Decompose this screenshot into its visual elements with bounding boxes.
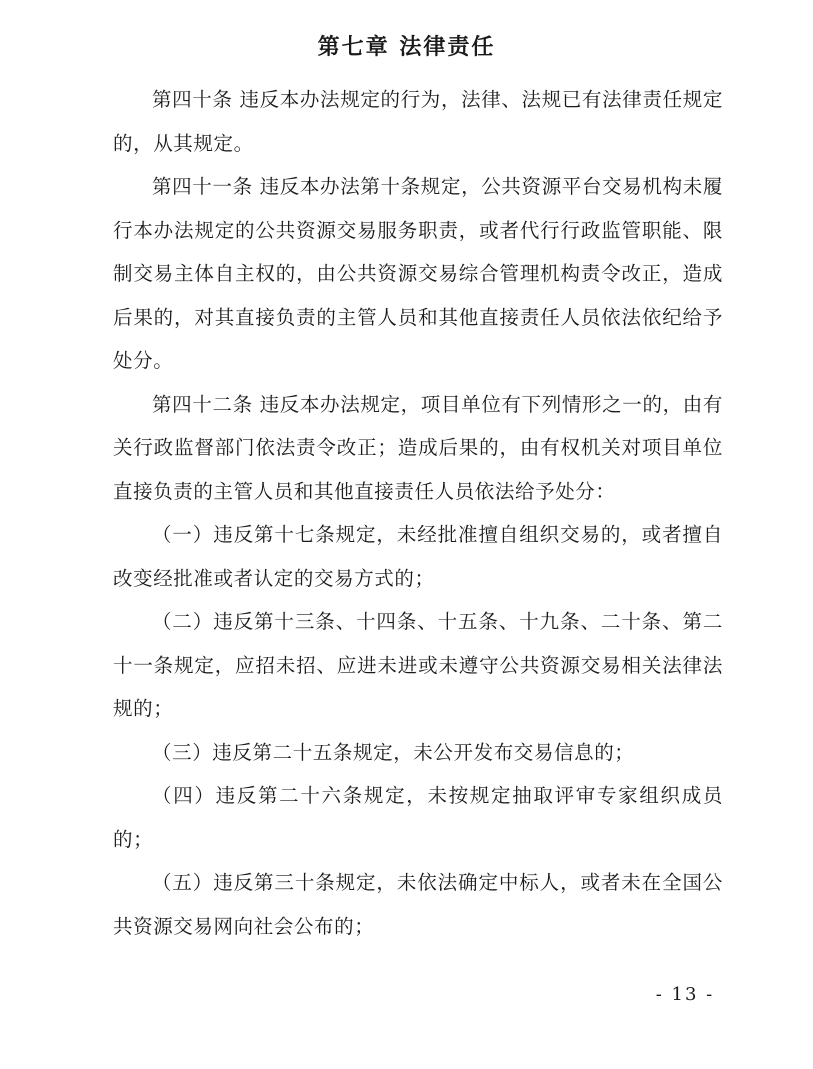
article-41: 第四十一条 违反本办法第十条规定，公共资源平台交易机构未履行本办法规定的公共资源交易服务职责，或者代行行政监管职能、限制交易主体自主权的，由公共资源交易综合管理机构责令改正，造成后果的，对其直接负责的主管人员和其他直接责任人员依法依纪给予处分。 [113, 175, 723, 372]
article-42-item-2: （二）违反第十三条、十四条、十五条、十九条、二十条、第二十一条规定，应招未招、应进未进或未遵守公共资源交易相关法律法规的； [113, 610, 723, 720]
page-number: - 13 - [655, 984, 715, 1005]
article-40: 第四十条 违反本办法规定的行为，法律、法规已有法律责任规定的，从其规定。 [113, 88, 723, 155]
chapter-title: 第七章 法律责任 [317, 35, 496, 60]
article-42-item-1: （一）违反第十七条规定，未经批准擅自组织交易的，或者擅自改变经批准或者认定的交易方式的； [113, 523, 723, 590]
article-42-item-4: （四）违反第二十六条规定，未按规定抽取评审专家组织成员的； [113, 784, 723, 851]
article-42-item-5: （五）违反第三十条规定，未依法确定中标人，或者未在全国公共资源交易网向社会公布的； [113, 871, 723, 938]
document-body [113, 78, 723, 948]
article-42: 第四十二条 违反本办法规定，项目单位有下列情形之一的，由有关行政监督部门依法责令改正；造成后果的，由有权机关对项目单位直接负责的主管人员和其他直接责任人员依法给予处分： [113, 392, 723, 503]
article-42-item-3: （三）违反第二十五条规定，未公开发布交易信息的； [152, 740, 635, 764]
